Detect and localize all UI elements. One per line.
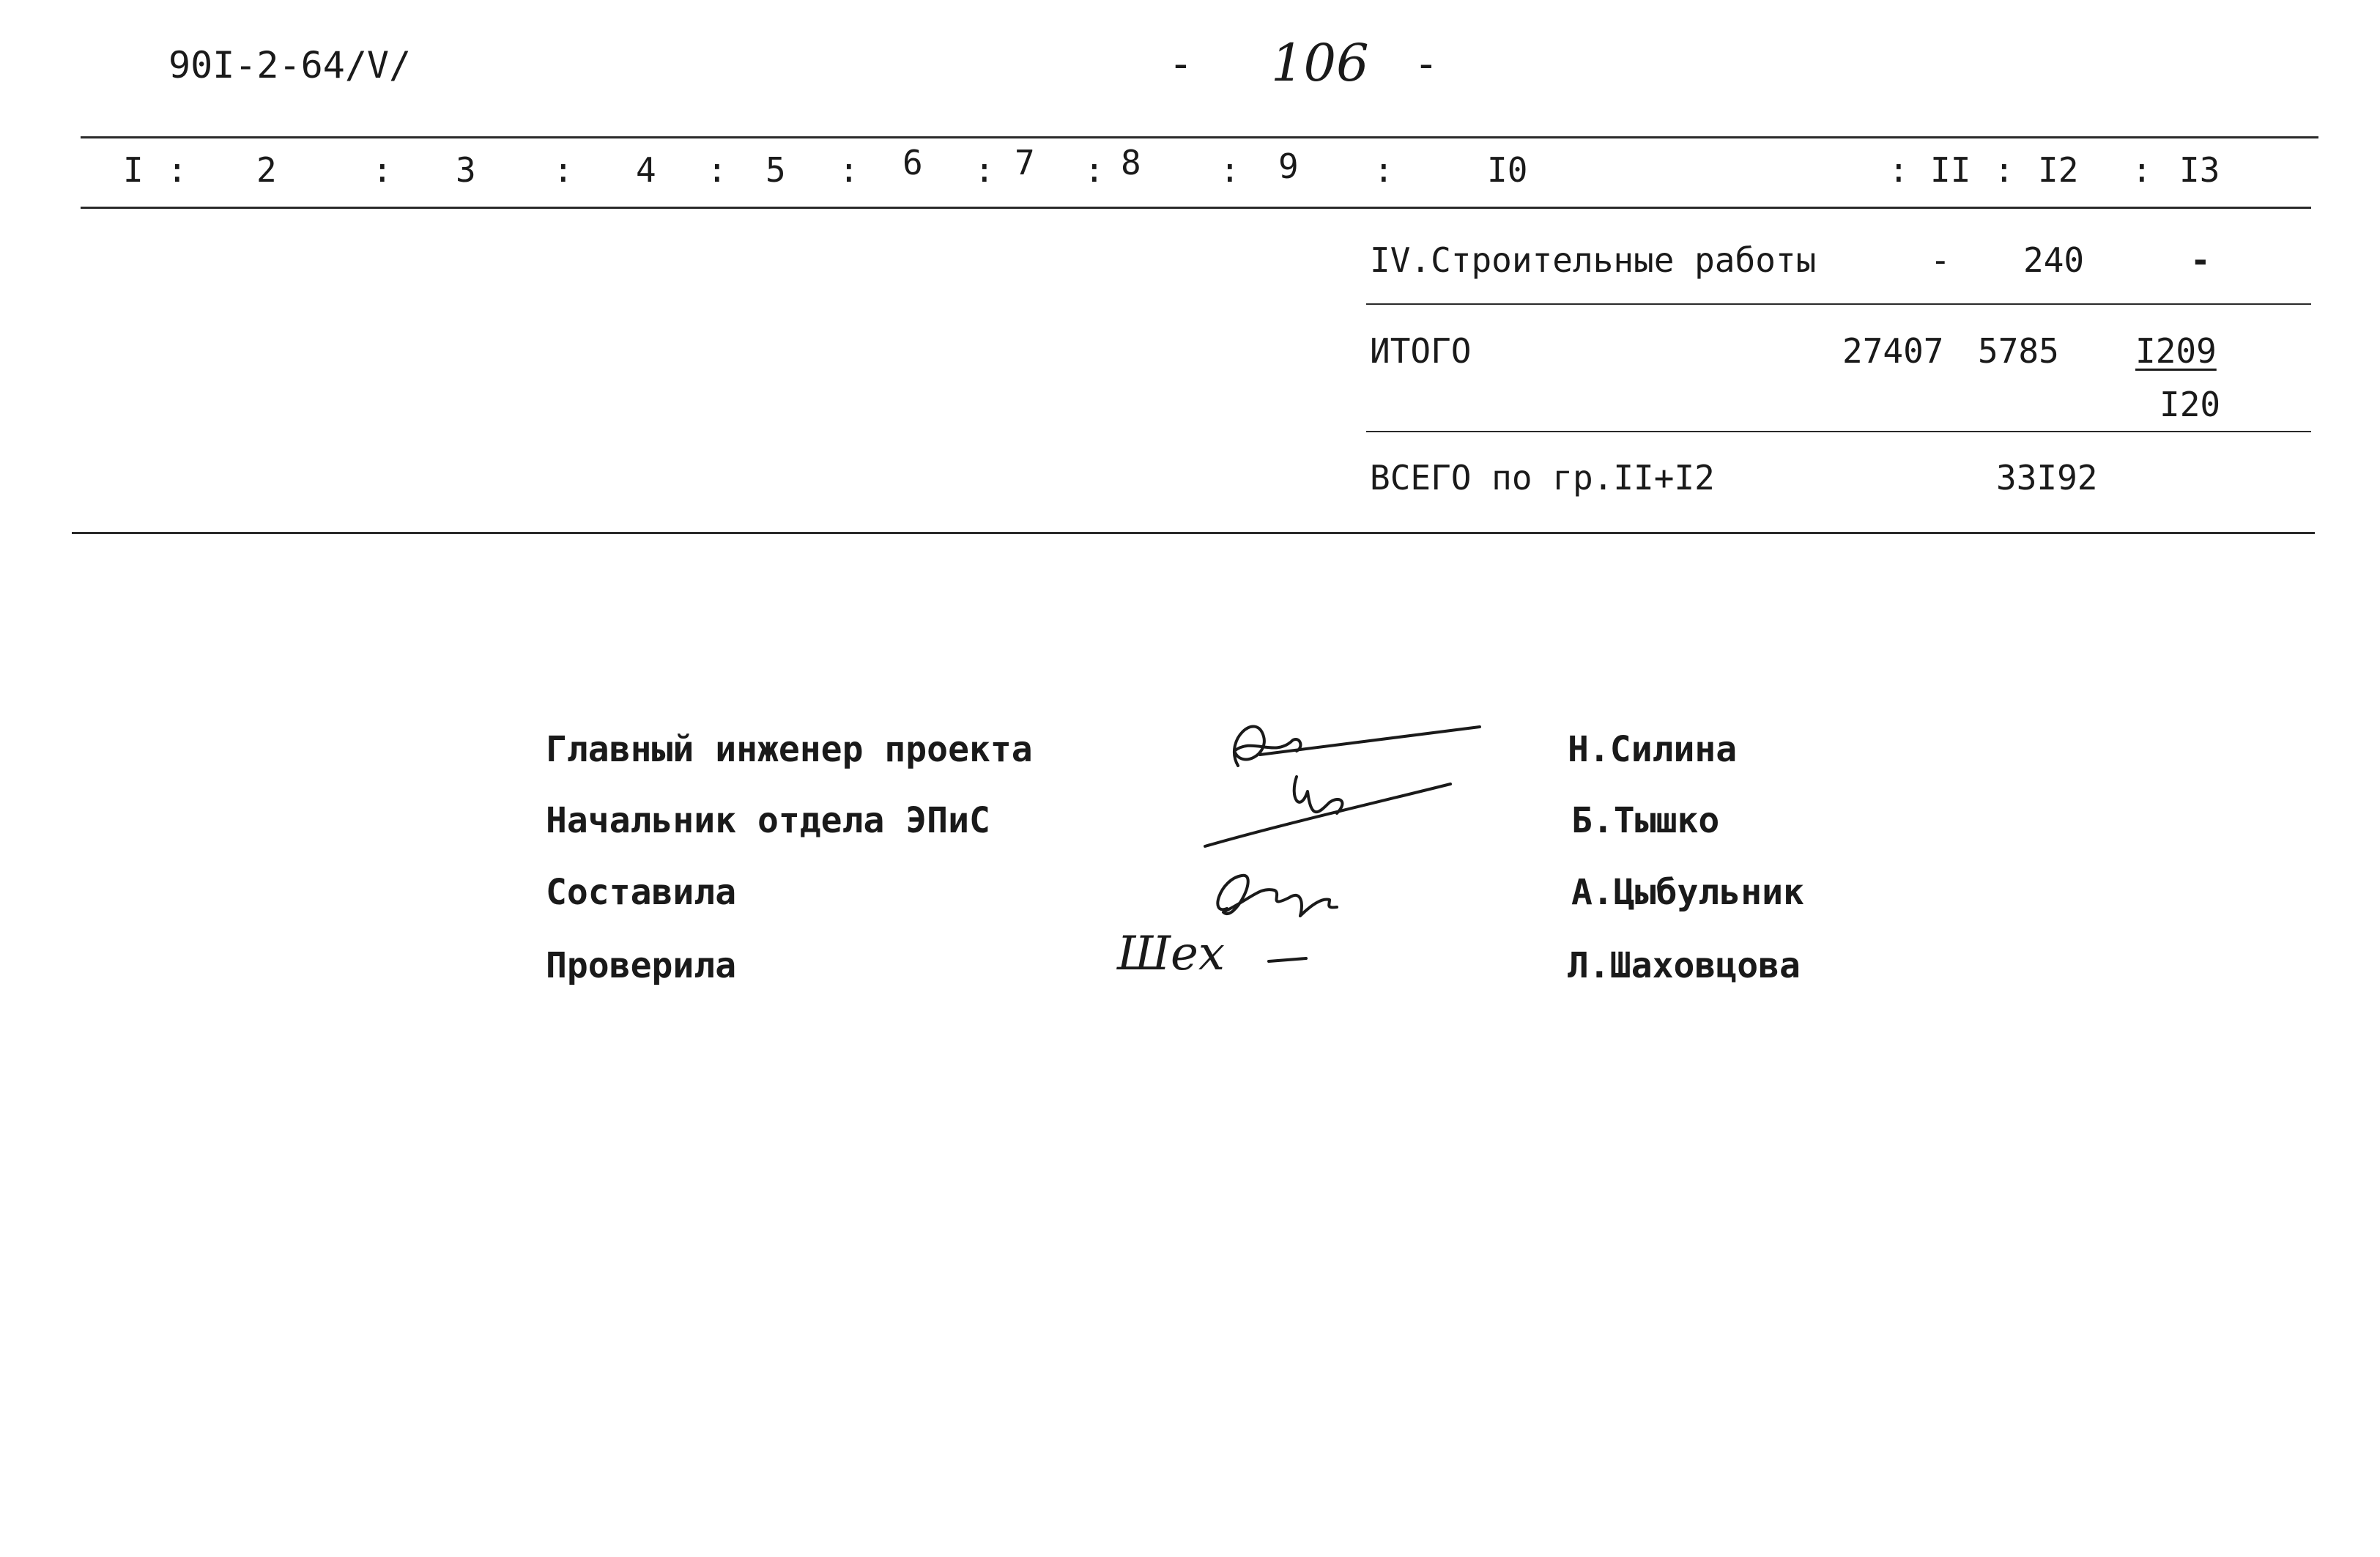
row-col11: -: [1930, 240, 1951, 280]
signatory-name: Л.Шаховцова: [1568, 945, 1801, 986]
row-rule: [1366, 431, 2311, 432]
col-sep: :: [1994, 150, 2014, 190]
col-header-12: I2: [2038, 150, 2079, 190]
signatory-name: Б.Тышко: [1571, 800, 1720, 841]
signatory-name: Н.Силина: [1568, 729, 1738, 770]
col-sep: :: [1888, 150, 1909, 190]
col-sep: :: [974, 150, 995, 190]
signature-position: Проверила: [546, 945, 737, 986]
table-top-rule: [81, 136, 2318, 138]
page-dash-right: -: [1414, 40, 1439, 88]
signature-position: Главный инженер проекта: [546, 729, 1033, 770]
row-col12: 240: [2023, 240, 2085, 280]
col-sep: :: [167, 150, 188, 190]
row-col11: 27407: [1842, 331, 1944, 371]
col-sep: :: [1220, 150, 1240, 190]
signature-2: [1294, 777, 1343, 813]
col-sep: :: [372, 150, 393, 190]
row-rule: [1366, 303, 2311, 305]
signature-1: [1234, 726, 1301, 766]
col-header-5: 5: [765, 150, 786, 190]
signature-position: Начальник отдела ЭПиС: [546, 800, 990, 841]
col-header-2: 2: [256, 150, 277, 190]
row-label: IV.Строительные работы: [1370, 240, 1817, 280]
col-header-4: 4: [636, 150, 656, 190]
col-sep: :: [553, 150, 574, 190]
row-label: ВСЕГО по гр.II+I2: [1370, 458, 1715, 498]
page-dash-left: -: [1168, 40, 1193, 88]
col-sep: :: [707, 150, 727, 190]
signature-2-line: [1205, 784, 1450, 846]
signature-4-dash: [1266, 953, 1310, 967]
col-header-6: 6: [902, 143, 923, 182]
col-header-7: 7: [1015, 143, 1035, 182]
page-number: 106: [1271, 33, 1369, 93]
col-header-1: I: [123, 150, 144, 190]
row-total: 33I92: [1996, 458, 2098, 498]
document-code: 90I-2-64/V/: [168, 44, 412, 86]
col-header-9: 9: [1278, 147, 1299, 186]
col-header-11: II: [1930, 150, 1971, 190]
signatory-name: А.Цыбульник: [1571, 872, 1804, 913]
col-header-13: I3: [2179, 150, 2220, 190]
signature-4: Шех: [1117, 927, 1225, 981]
row-col13: -: [2190, 240, 2211, 280]
col-sep: :: [1373, 150, 1394, 190]
signature-position: Составила: [546, 872, 737, 913]
col-sep: :: [839, 150, 859, 190]
col-header-10: I0: [1487, 150, 1528, 190]
row-col13-bottom: I20: [2160, 385, 2221, 424]
row-label: ИТОГО: [1370, 331, 1472, 371]
col-header-3: 3: [456, 150, 476, 190]
row-col13-top: I209: [2135, 331, 2217, 371]
header-bottom-rule: [81, 207, 2311, 209]
table-bottom-rule: [72, 532, 2315, 534]
signature-3: [1217, 876, 1337, 916]
col-sep: :: [2132, 150, 2152, 190]
col-sep: :: [1084, 150, 1105, 190]
col-header-8: 8: [1121, 143, 1141, 182]
row-col12: 5785: [1978, 331, 2059, 371]
